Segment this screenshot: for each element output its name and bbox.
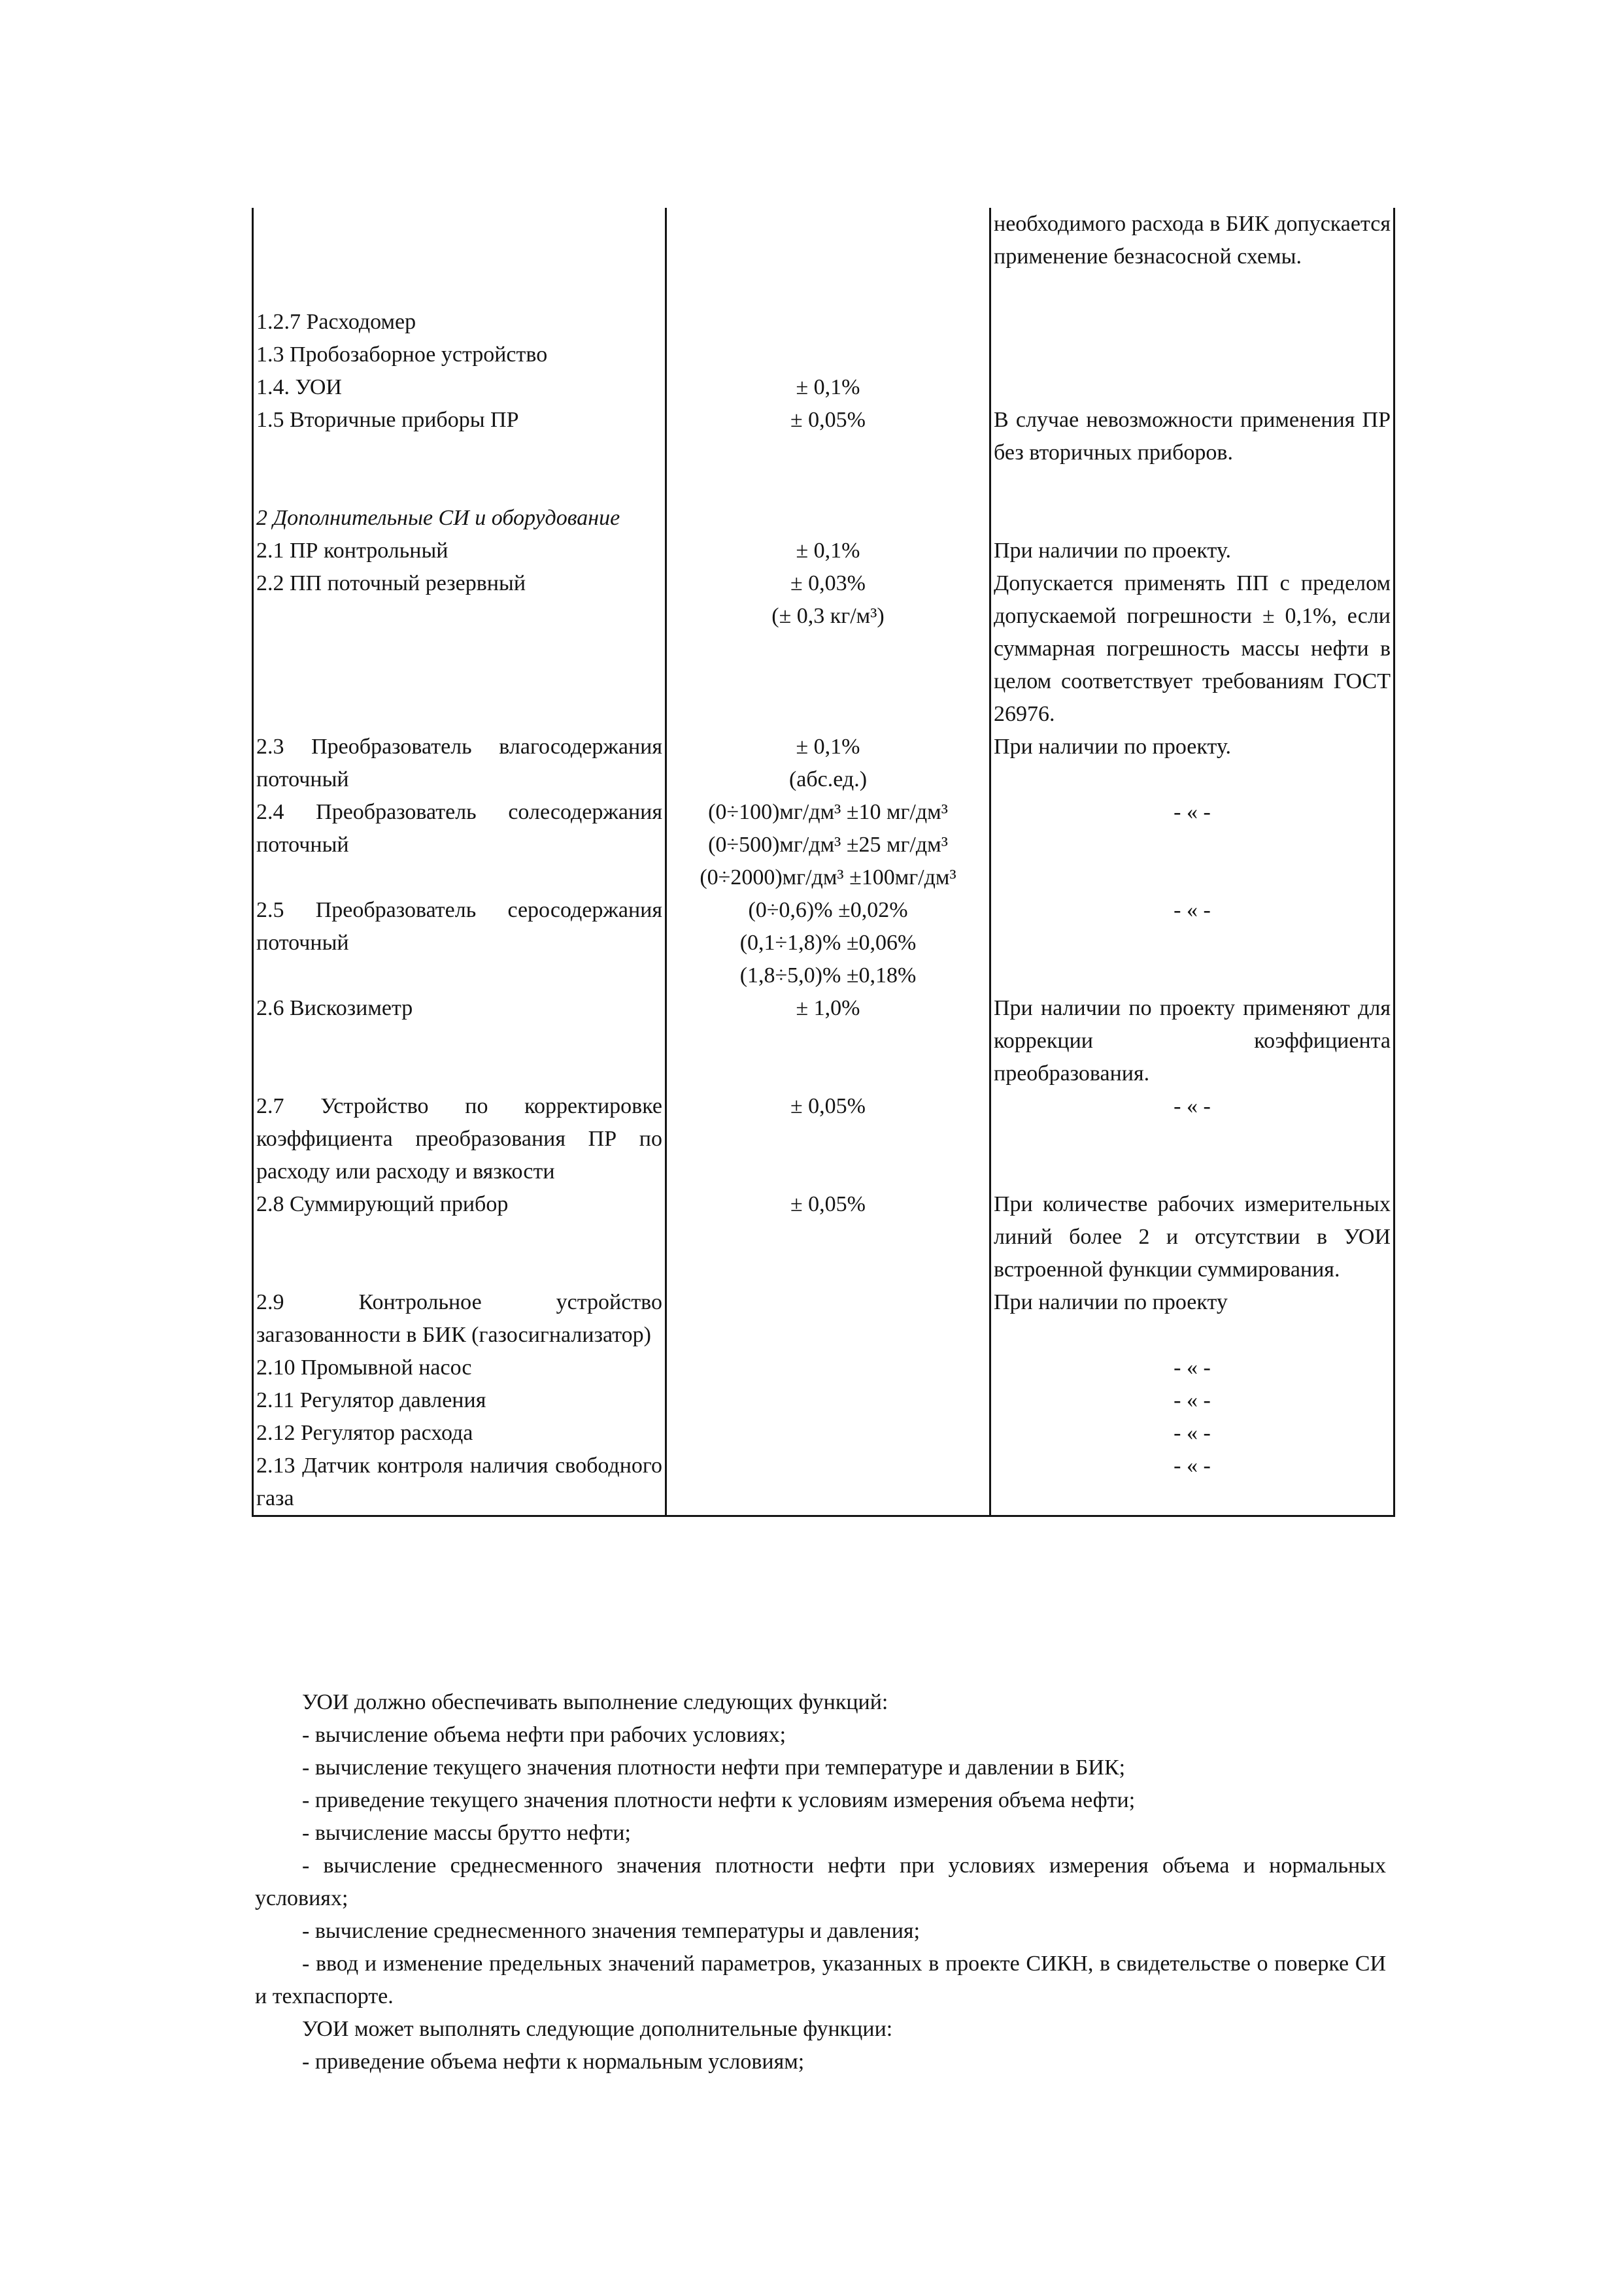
value-line: (0÷100)мг/дм³ ±10 мг/дм³ (708, 800, 948, 824)
table-row (253, 502, 1394, 535)
value-line: ± 0,1% (796, 735, 860, 759)
table-row (253, 567, 1394, 731)
row-note: В случае невозможности применения ПР без вторичных приборов. (990, 404, 1394, 502)
row-note: При наличии по проекту. (990, 731, 1394, 796)
table-row (253, 796, 1394, 894)
row-name: 2.5 Преобразователь серосодержания поточный (253, 894, 666, 992)
table-row (253, 731, 1394, 796)
row-value (666, 1384, 990, 1417)
list-item: - вычисление среднесменного значения температуры и давления; (302, 1919, 921, 1943)
row-note: - « - (990, 894, 1394, 992)
table-row (253, 339, 1394, 371)
table-row (253, 1417, 1394, 1450)
row-value: ± 0,1% (666, 535, 990, 567)
row-note: - « - (990, 1384, 1394, 1417)
row-value (666, 1286, 990, 1352)
list-item: - приведение объема нефти к нормальным условиям; (302, 2050, 805, 2074)
row-note: При количестве рабочих измерительных линий более 2 и отсутствии в УОИ встроенной функции суммирования. (990, 1188, 1394, 1286)
row-name: 1.4. УОИ (253, 371, 666, 404)
section-heading: 2 Дополнительные СИ и оборудование (253, 502, 666, 535)
table-row (253, 208, 1394, 306)
row-name: 2.7 Устройство по корректировке коэффициента преобразования ПР по расходу или расходу и вязкости (253, 1090, 666, 1188)
list-item: - ввод и изменение предельных значений параметров, указанных в проекте СИКН, в свидетельстве о поверке СИ и техпаспорте. (255, 1952, 1386, 2008)
row-value: ± 0,05% (666, 1090, 990, 1188)
row-value (666, 1417, 990, 1450)
table-row (253, 535, 1394, 567)
table-row (253, 1352, 1394, 1384)
row-name: 2.9 Контрольное устройство загазованности в БИК (газосигнализатор) (253, 1286, 666, 1352)
requirements-table (252, 208, 1395, 1517)
row-note: При наличии по проекту применяют для коррекции коэффициента преобразования. (990, 992, 1394, 1090)
row-value: ± 1,0% (666, 992, 990, 1090)
row-note: При наличии по проекту. (990, 535, 1394, 567)
row-name: 1.3 Пробозаборное устройство (253, 339, 666, 371)
table-row (253, 404, 1394, 502)
row-value (666, 894, 990, 992)
row-value: ± 0,05% (666, 404, 990, 502)
row-value (666, 1450, 990, 1516)
row-value (666, 339, 990, 371)
table-row (253, 1188, 1394, 1286)
table-row (253, 1090, 1394, 1188)
row-note (990, 371, 1394, 404)
row-note: - « - (990, 1090, 1394, 1188)
row-note: необходимого расхода в БИК допускается применение безнасосной схемы. (990, 208, 1394, 306)
list-item: - вычисление массы брутто нефти; (302, 1821, 631, 1845)
row-name: 2.6 Вискозиметр (253, 992, 666, 1090)
value-line: (± 0,3 кг/м³) (771, 604, 885, 628)
body-text (255, 1686, 1386, 2078)
table-row (253, 992, 1394, 1090)
list-item: - вычисление текущего значения плотности нефти при температуре и давлении в БИК; (302, 1755, 1126, 1780)
row-name: 1.5 Вторичные приборы ПР (253, 404, 666, 502)
row-value: ± 0,1% (666, 371, 990, 404)
paragraph: УОИ должно обеспечивать выполнение следующих функций: (302, 1690, 888, 1714)
row-note (990, 502, 1394, 535)
row-note: - « - (990, 1417, 1394, 1450)
row-name: 2.1 ПР контрольный (253, 535, 666, 567)
paragraph: УОИ может выполнять следующие дополнительные функции: (302, 2017, 893, 2041)
row-name: 2.10 Промывной насос (253, 1352, 666, 1384)
list-item: - вычисление среднесменного значения плотности нефти при условиях измерения объема и нормальных условиях; (255, 1854, 1386, 1910)
table-row (253, 894, 1394, 992)
value-line: (0,1÷1,8)% ±0,06% (739, 931, 917, 955)
value-line: (абс.ед.) (788, 767, 868, 791)
row-name: 2.12 Регулятор расхода (253, 1417, 666, 1450)
row-note: При наличии по проекту (990, 1286, 1394, 1352)
row-name: 2.11 Регулятор давления (253, 1384, 666, 1417)
table-row (253, 1286, 1394, 1352)
row-name: 2.3 Преобразователь влагосодержания поточный (253, 731, 666, 796)
table-row (253, 1450, 1394, 1516)
table-row (253, 371, 1394, 404)
row-value: ± 0,05% (666, 1188, 990, 1286)
row-name: 2.13 Датчик контроля наличия свободного газа (253, 1450, 666, 1516)
value-line: (1,8÷5,0)% ±0,18% (739, 963, 917, 988)
row-name: 2.2 ПП поточный резервный (253, 567, 666, 731)
row-name (253, 208, 666, 306)
row-value (666, 208, 990, 306)
list-item: - вычисление объема нефти при рабочих условиях; (302, 1723, 786, 1747)
row-note: Допускается применять ПП с пределом допускаемой погрешности ± 0,1%, если суммарная погрешность массы нефти в целом соответствует требованиям ГОСТ 26976. (990, 567, 1394, 731)
value-line: (0÷500)мг/дм³ ±25 мг/дм³ (708, 833, 948, 857)
row-name: 2.4 Преобразователь солесодержания поточный (253, 796, 666, 894)
row-name: 1.2.7 Расходомер (253, 306, 666, 339)
table-row (253, 306, 1394, 339)
row-note (990, 306, 1394, 339)
row-note (990, 339, 1394, 371)
row-name: 2.8 Суммирующий прибор (253, 1188, 666, 1286)
row-value (666, 796, 990, 894)
row-note: - « - (990, 1450, 1394, 1516)
value-line: (0÷2000)мг/дм³ ±100мг/дм³ (700, 865, 956, 890)
value-line: (0÷0,6)% ±0,02% (748, 898, 908, 922)
row-note: - « - (990, 796, 1394, 894)
list-item: - приведение текущего значения плотности нефти к условиям измерения объема нефти; (302, 1788, 1136, 1812)
row-value (666, 731, 990, 796)
table-row (253, 1384, 1394, 1417)
row-value (666, 567, 990, 731)
value-line: ± 0,03% (790, 571, 866, 595)
row-value (666, 1352, 990, 1384)
row-note: - « - (990, 1352, 1394, 1384)
row-value (666, 502, 990, 535)
row-value (666, 306, 990, 339)
